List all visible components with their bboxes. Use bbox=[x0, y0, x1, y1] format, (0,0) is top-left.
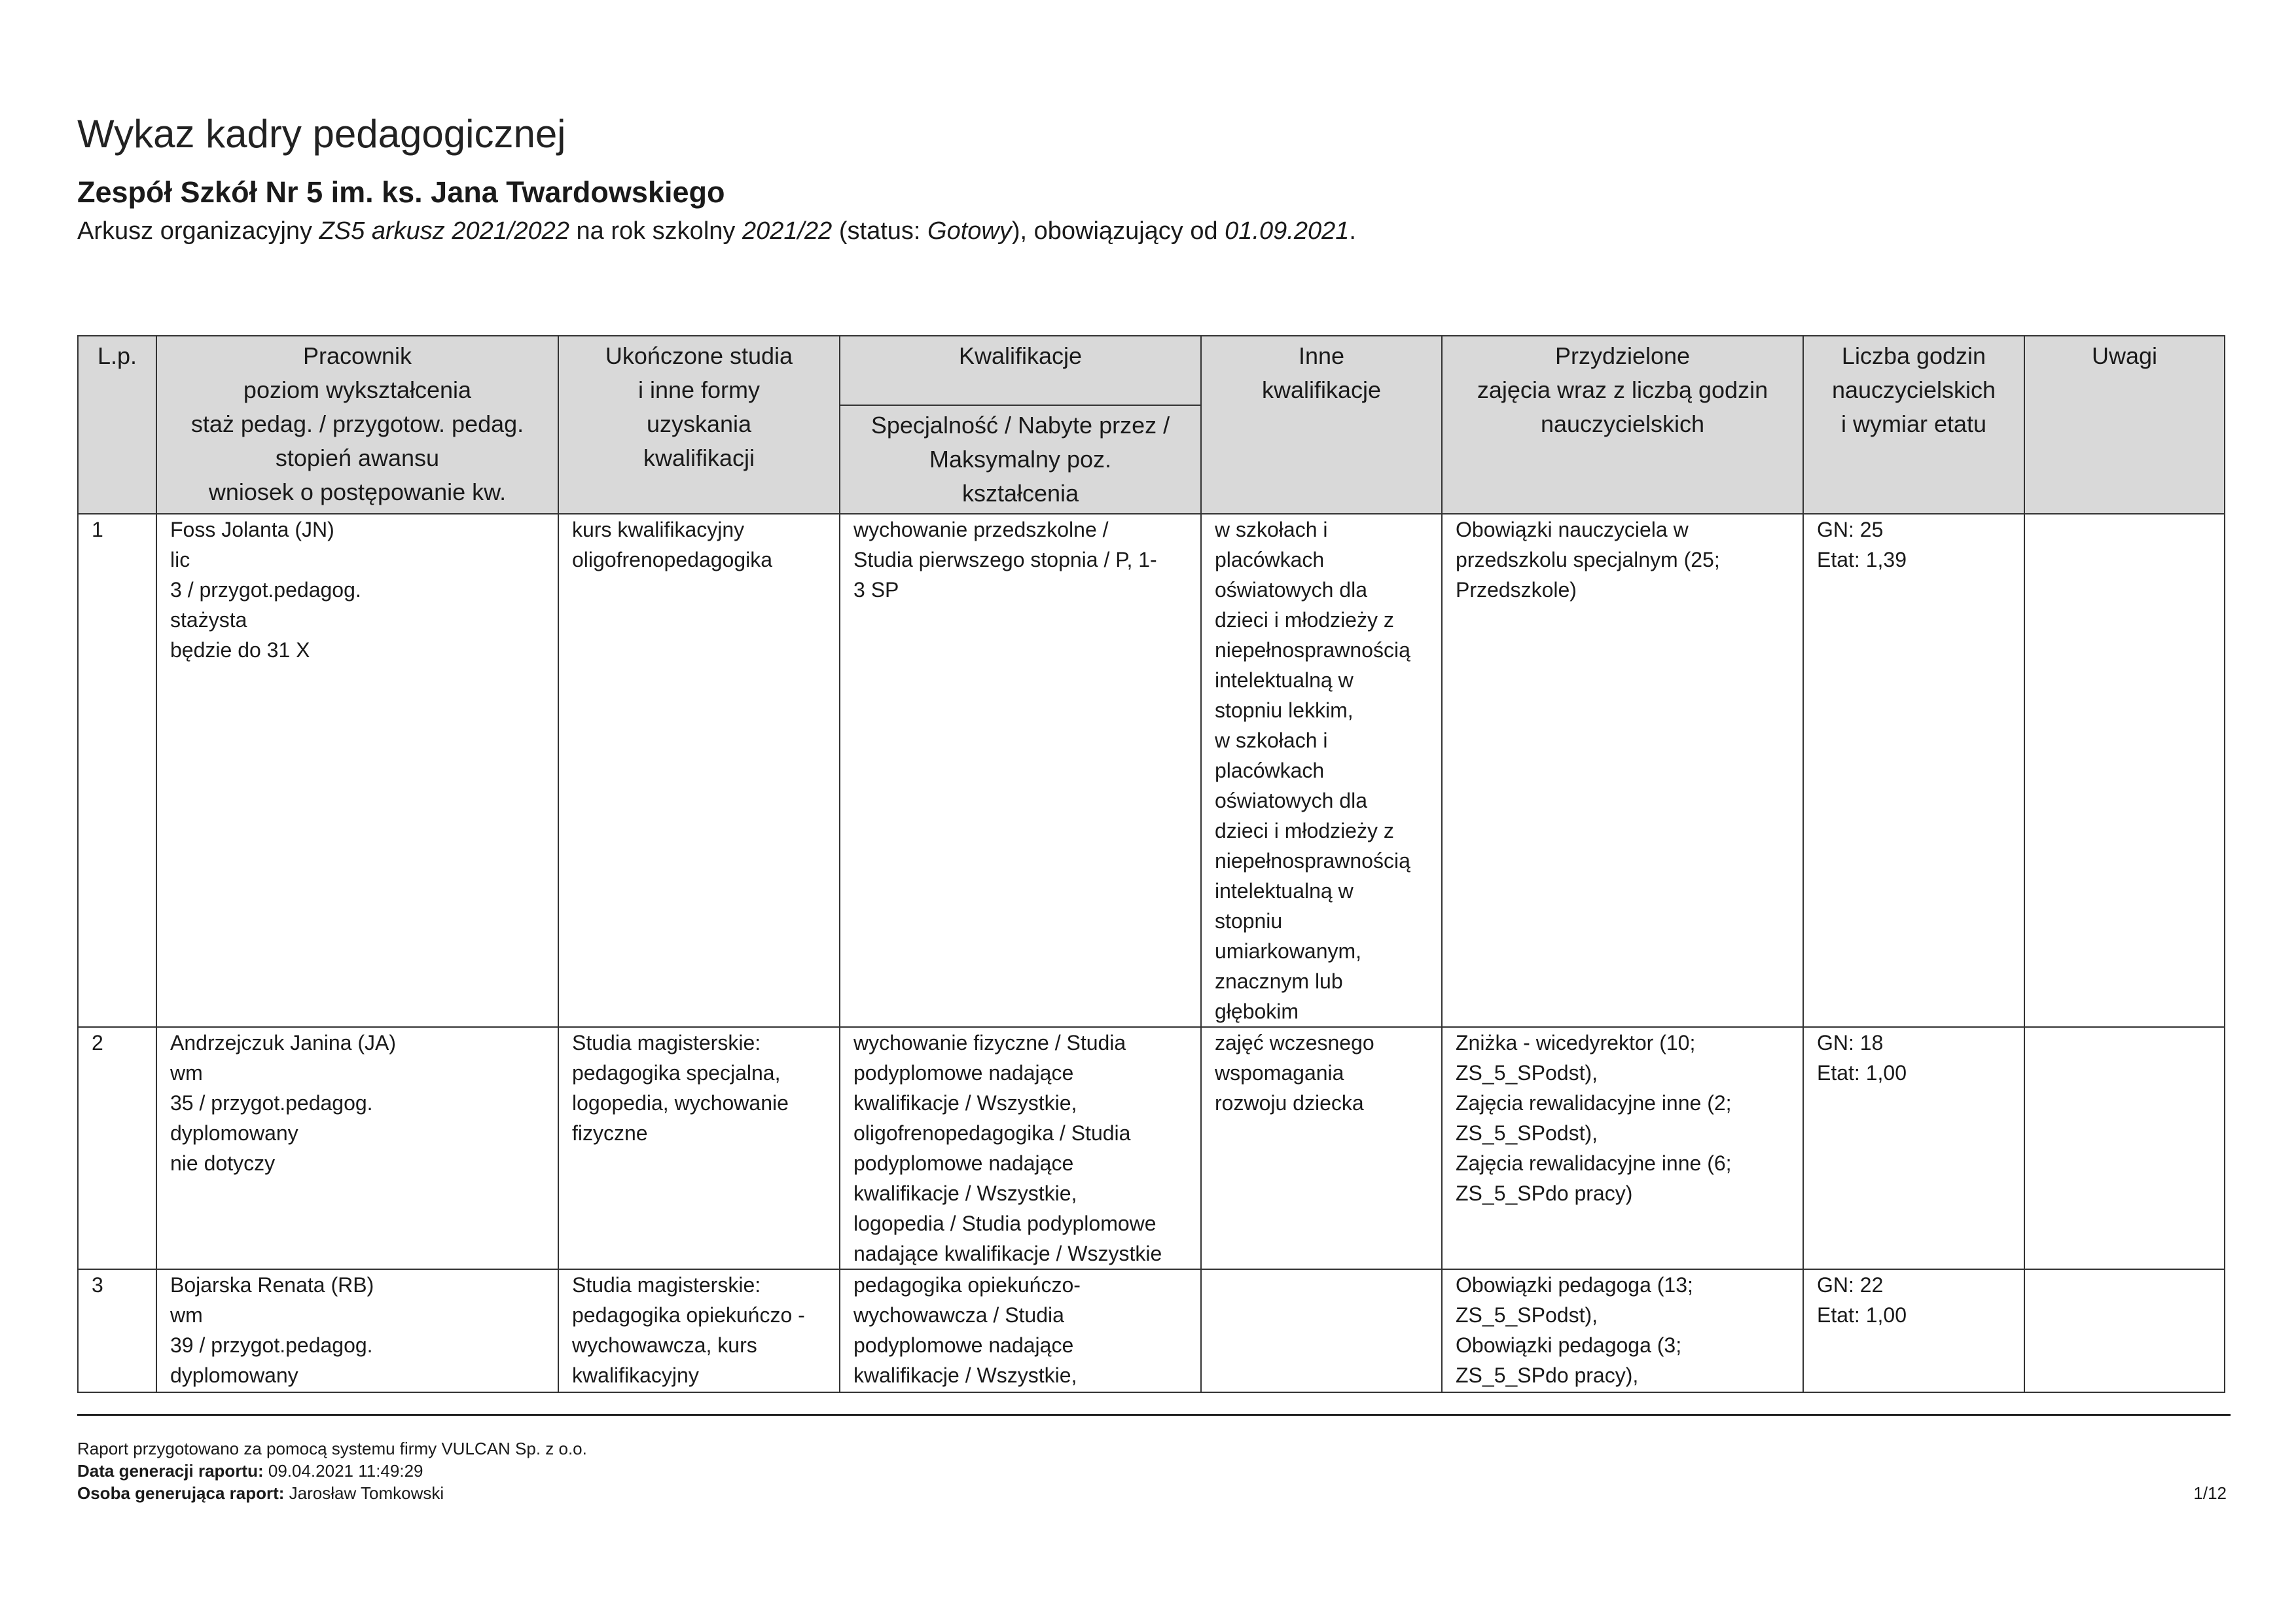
cell-line: wm bbox=[170, 1061, 203, 1085]
header-line: kwalifikacje bbox=[1261, 376, 1382, 403]
header-line: Pracownik bbox=[302, 342, 412, 369]
cell-line: lic bbox=[170, 548, 190, 571]
cell-line: podyplomowe nadające bbox=[853, 1151, 1074, 1175]
header-line: staż pedag. / przygotow. pedag. bbox=[190, 410, 524, 437]
table-row bbox=[78, 1027, 2225, 1269]
cell-line: dzieci i młodzieży z bbox=[1215, 608, 1394, 632]
cell-line: oligofrenopedagogika / Studia bbox=[853, 1121, 1131, 1145]
cell-zajecia bbox=[1442, 514, 1803, 1027]
cell-line: umiarkowanym, bbox=[1215, 939, 1362, 963]
cell-line: zajęć wczesnego bbox=[1215, 1031, 1374, 1055]
header-line: poziom wykształcenia bbox=[243, 376, 472, 403]
cell-line: stażysta bbox=[170, 608, 247, 632]
subtitle-status: Gotowy bbox=[927, 217, 1012, 245]
cell-line: pedagogika specjalna, bbox=[572, 1061, 781, 1085]
cell-line: Andrzejczuk Janina (JA) bbox=[170, 1031, 397, 1055]
cell-line: oświatowych dla bbox=[1215, 578, 1367, 602]
header-line: kwalifikacji bbox=[643, 444, 755, 471]
cell-line: niepełnosprawnością bbox=[1215, 638, 1410, 662]
cell-line: Zniżka - wicedyrektor (10; bbox=[1456, 1031, 1696, 1055]
report-footer bbox=[77, 1437, 2227, 1504]
header-zajecia bbox=[1442, 336, 1803, 514]
subtitle-text: ), obowiązujący od bbox=[1011, 217, 1225, 245]
staff-table bbox=[77, 335, 2225, 1393]
cell-pracownik bbox=[156, 1269, 558, 1392]
header-line: Liczba godzin bbox=[1841, 342, 1986, 369]
cell-line: Etat: 1,00 bbox=[1817, 1303, 1907, 1327]
cell-line: oświatowych dla bbox=[1215, 789, 1367, 812]
header-line: nauczycielskich bbox=[1831, 376, 1996, 403]
header-line: Inne bbox=[1298, 342, 1345, 369]
subtitle-text: . bbox=[1349, 217, 1356, 245]
table-row bbox=[78, 1269, 2225, 1392]
header-line: kształcenia bbox=[961, 480, 1079, 507]
cell-uwagi bbox=[2024, 1027, 2225, 1269]
cell-line: Etat: 1,00 bbox=[1817, 1061, 1907, 1085]
header-line: Przydzielone bbox=[1554, 342, 1691, 369]
cell-text: 3 bbox=[92, 1273, 103, 1297]
cell-line: ZS_5_SPdo pracy), bbox=[1456, 1363, 1639, 1387]
cell-line: oligofrenopedagogika bbox=[572, 548, 773, 571]
header-line: Maksymalny poz. bbox=[929, 446, 1112, 473]
cell-line: kwalifikacje / Wszystkie, bbox=[853, 1182, 1077, 1205]
cell-line: GN: 25 bbox=[1817, 518, 1884, 541]
subtitle-text: Arkusz organizacyjny bbox=[77, 217, 319, 245]
cell-line: kwalifikacyjny bbox=[572, 1363, 699, 1387]
cell-studia bbox=[558, 1027, 840, 1269]
header-line: stopień awansu bbox=[275, 444, 440, 471]
cell-kwalifikacje bbox=[840, 1027, 1201, 1269]
cell-line: intelektualną w bbox=[1215, 879, 1354, 903]
header-uwagi: Uwagi bbox=[2024, 336, 2225, 514]
cell-line: placówkach bbox=[1215, 548, 1325, 571]
header-inne bbox=[1201, 336, 1442, 514]
cell-line: wm bbox=[170, 1303, 203, 1327]
cell-line: intelektualną w bbox=[1215, 668, 1354, 692]
cell-line: GN: 22 bbox=[1817, 1273, 1884, 1297]
cell-text: 1 bbox=[92, 518, 103, 541]
header-line: i inne formy bbox=[637, 376, 761, 403]
header-studia bbox=[558, 336, 840, 514]
cell-line: podyplomowe nadające bbox=[853, 1061, 1074, 1085]
cell-line: Studia magisterskie: bbox=[572, 1031, 761, 1055]
cell-pracownik bbox=[156, 514, 558, 1027]
cell-line: stopniu lekkim, bbox=[1215, 698, 1354, 722]
cell-line: głębokim bbox=[1215, 1000, 1299, 1023]
header-kwalifikacje: Kwalifikacje bbox=[840, 336, 1201, 405]
cell-line: wspomagania bbox=[1215, 1061, 1344, 1085]
cell-line: kwalifikacje / Wszystkie, bbox=[853, 1091, 1077, 1115]
cell-line: w szkołach i bbox=[1215, 729, 1328, 752]
cell-line: Zajęcia rewalidacyjne inne (6; bbox=[1456, 1151, 1732, 1175]
cell-line: wychowanie przedszkolne / bbox=[853, 518, 1109, 541]
cell-line: ZS_5_SPodst), bbox=[1456, 1061, 1598, 1085]
cell-pracownik bbox=[156, 1027, 558, 1269]
cell-line: 3 / przygot.pedagog. bbox=[170, 578, 361, 602]
page-title: Wykaz kadry pedagogicznej bbox=[77, 112, 566, 156]
cell-lp bbox=[78, 514, 156, 1027]
cell-line: znacznym lub bbox=[1215, 969, 1343, 993]
cell-line: Obowiązki nauczyciela w bbox=[1456, 518, 1689, 541]
cell-line: stopniu bbox=[1215, 909, 1283, 933]
cell-line: przedszkolu specjalnym (25; bbox=[1456, 548, 1720, 571]
cell-godziny bbox=[1803, 514, 2024, 1027]
header-line: zajęcia wraz z liczbą godzin bbox=[1477, 376, 1768, 403]
cell-line: kurs kwalifikacyjny bbox=[572, 518, 745, 541]
cell-line: wychowawcza, kurs bbox=[572, 1333, 757, 1357]
cell-inne bbox=[1201, 514, 1442, 1027]
header-line: Ukończone studia bbox=[605, 342, 793, 369]
subtitle-arkusz: ZS5 arkusz 2021/2022 bbox=[319, 217, 569, 245]
subtitle-text: na rok szkolny bbox=[569, 217, 742, 245]
cell-line: wychowanie fizyczne / Studia bbox=[853, 1031, 1126, 1055]
school-name: Zespół Szkół Nr 5 im. ks. Jana Twardowskiego bbox=[77, 175, 725, 209]
header-pracownik bbox=[156, 336, 558, 514]
document-subtitle bbox=[77, 217, 1356, 245]
cell-line: w szkołach i bbox=[1215, 518, 1328, 541]
footer-person-value: Jarosław Tomkowski bbox=[284, 1483, 444, 1503]
cell-kwalifikacje bbox=[840, 1269, 1201, 1392]
header-godziny bbox=[1803, 336, 2024, 514]
footer-vendor: Raport przygotowano za pomocą systemu firmy VULCAN Sp. z o.o. bbox=[77, 1439, 587, 1458]
header-line: nauczycielskich bbox=[1540, 410, 1705, 437]
header-lp: L.p. bbox=[78, 336, 156, 514]
cell-line: Obowiązki pedagoga (3; bbox=[1456, 1333, 1682, 1357]
table-header bbox=[78, 336, 2225, 514]
header-line: wniosek o postępowanie kw. bbox=[208, 478, 507, 505]
footer-date-label: Data generacji raportu: bbox=[77, 1461, 264, 1481]
cell-uwagi bbox=[2024, 1269, 2225, 1392]
footer-divider bbox=[77, 1414, 2231, 1416]
cell-line: kwalifikacje / Wszystkie, bbox=[853, 1363, 1077, 1387]
cell-studia bbox=[558, 1269, 840, 1392]
cell-line: pedagogika opiekuńczo - bbox=[572, 1303, 805, 1327]
cell-line: fizyczne bbox=[572, 1121, 648, 1145]
subtitle-text: (status: bbox=[832, 217, 928, 245]
header-line: i wymiar etatu bbox=[1840, 410, 1987, 437]
footer-date-value: 09.04.2021 11:49:29 bbox=[263, 1461, 423, 1481]
cell-line: 35 / przygot.pedagog. bbox=[170, 1091, 373, 1115]
footer-date bbox=[77, 1460, 2227, 1482]
cell-line: Bojarska Renata (RB) bbox=[170, 1273, 374, 1297]
page-number: 1/12 bbox=[2193, 1483, 2227, 1503]
cell-line: dyplomowany bbox=[170, 1363, 298, 1387]
cell-line: 3 SP bbox=[853, 578, 899, 602]
cell-line: Zajęcia rewalidacyjne inne (2; bbox=[1456, 1091, 1732, 1115]
cell-line: placówkach bbox=[1215, 759, 1325, 782]
cell-godziny bbox=[1803, 1027, 2024, 1269]
subtitle-school-year: 2021/22 bbox=[742, 217, 833, 245]
cell-line: rozwoju dziecka bbox=[1215, 1091, 1364, 1115]
cell-inne bbox=[1201, 1269, 1442, 1392]
cell-line: nie dotyczy bbox=[170, 1151, 276, 1175]
cell-line: 39 / przygot.pedagog. bbox=[170, 1333, 373, 1357]
cell-line: Etat: 1,39 bbox=[1817, 548, 1907, 571]
cell-lp bbox=[78, 1269, 156, 1392]
cell-text: 2 bbox=[92, 1031, 103, 1055]
cell-line: dzieci i młodzieży z bbox=[1215, 819, 1394, 842]
cell-line: GN: 18 bbox=[1817, 1031, 1884, 1055]
header-line: Specjalność / Nabyte przez / bbox=[870, 412, 1170, 439]
cell-godziny bbox=[1803, 1269, 2024, 1392]
cell-line: ZS_5_SPodst), bbox=[1456, 1303, 1598, 1327]
header-kwalifikacje-sub bbox=[840, 405, 1201, 514]
cell-line: ZS_5_SPodst), bbox=[1456, 1121, 1598, 1145]
header-line: uzyskania bbox=[646, 410, 752, 437]
cell-line: Foss Jolanta (JN) bbox=[170, 518, 334, 541]
cell-line: Przedszkole) bbox=[1456, 578, 1577, 602]
cell-line: Studia pierwszego stopnia / P, 1- bbox=[853, 548, 1157, 571]
footer-person-label: Osoba generująca raport: bbox=[77, 1483, 285, 1503]
cell-line: nadające kwalifikacje / Wszystkie bbox=[853, 1242, 1162, 1265]
cell-kwalifikacje bbox=[840, 514, 1201, 1027]
cell-line: podyplomowe nadające bbox=[853, 1333, 1074, 1357]
cell-lp bbox=[78, 1027, 156, 1269]
cell-line: logopedia, wychowanie bbox=[572, 1091, 789, 1115]
cell-line: dyplomowany bbox=[170, 1121, 298, 1145]
cell-zajecia bbox=[1442, 1269, 1803, 1392]
cell-line: ZS_5_SPdo pracy) bbox=[1456, 1182, 1633, 1205]
cell-line: logopedia / Studia podyplomowe bbox=[853, 1212, 1157, 1235]
table-body bbox=[78, 514, 2225, 1392]
cell-line: Studia magisterskie: bbox=[572, 1273, 761, 1297]
cell-line: pedagogika opiekuńczo- bbox=[853, 1273, 1081, 1297]
cell-zajecia bbox=[1442, 1027, 1803, 1269]
footer-person bbox=[77, 1482, 2227, 1504]
cell-line: Obowiązki pedagoga (13; bbox=[1456, 1273, 1693, 1297]
cell-line: niepełnosprawnością bbox=[1215, 849, 1410, 873]
table-row bbox=[78, 514, 2225, 1027]
cell-uwagi bbox=[2024, 514, 2225, 1027]
cell-line: wychowawcza / Studia bbox=[853, 1303, 1064, 1327]
cell-line: będzie do 31 X bbox=[170, 638, 310, 662]
subtitle-effective-date: 01.09.2021 bbox=[1225, 217, 1350, 245]
cell-inne bbox=[1201, 1027, 1442, 1269]
cell-studia bbox=[558, 514, 840, 1027]
